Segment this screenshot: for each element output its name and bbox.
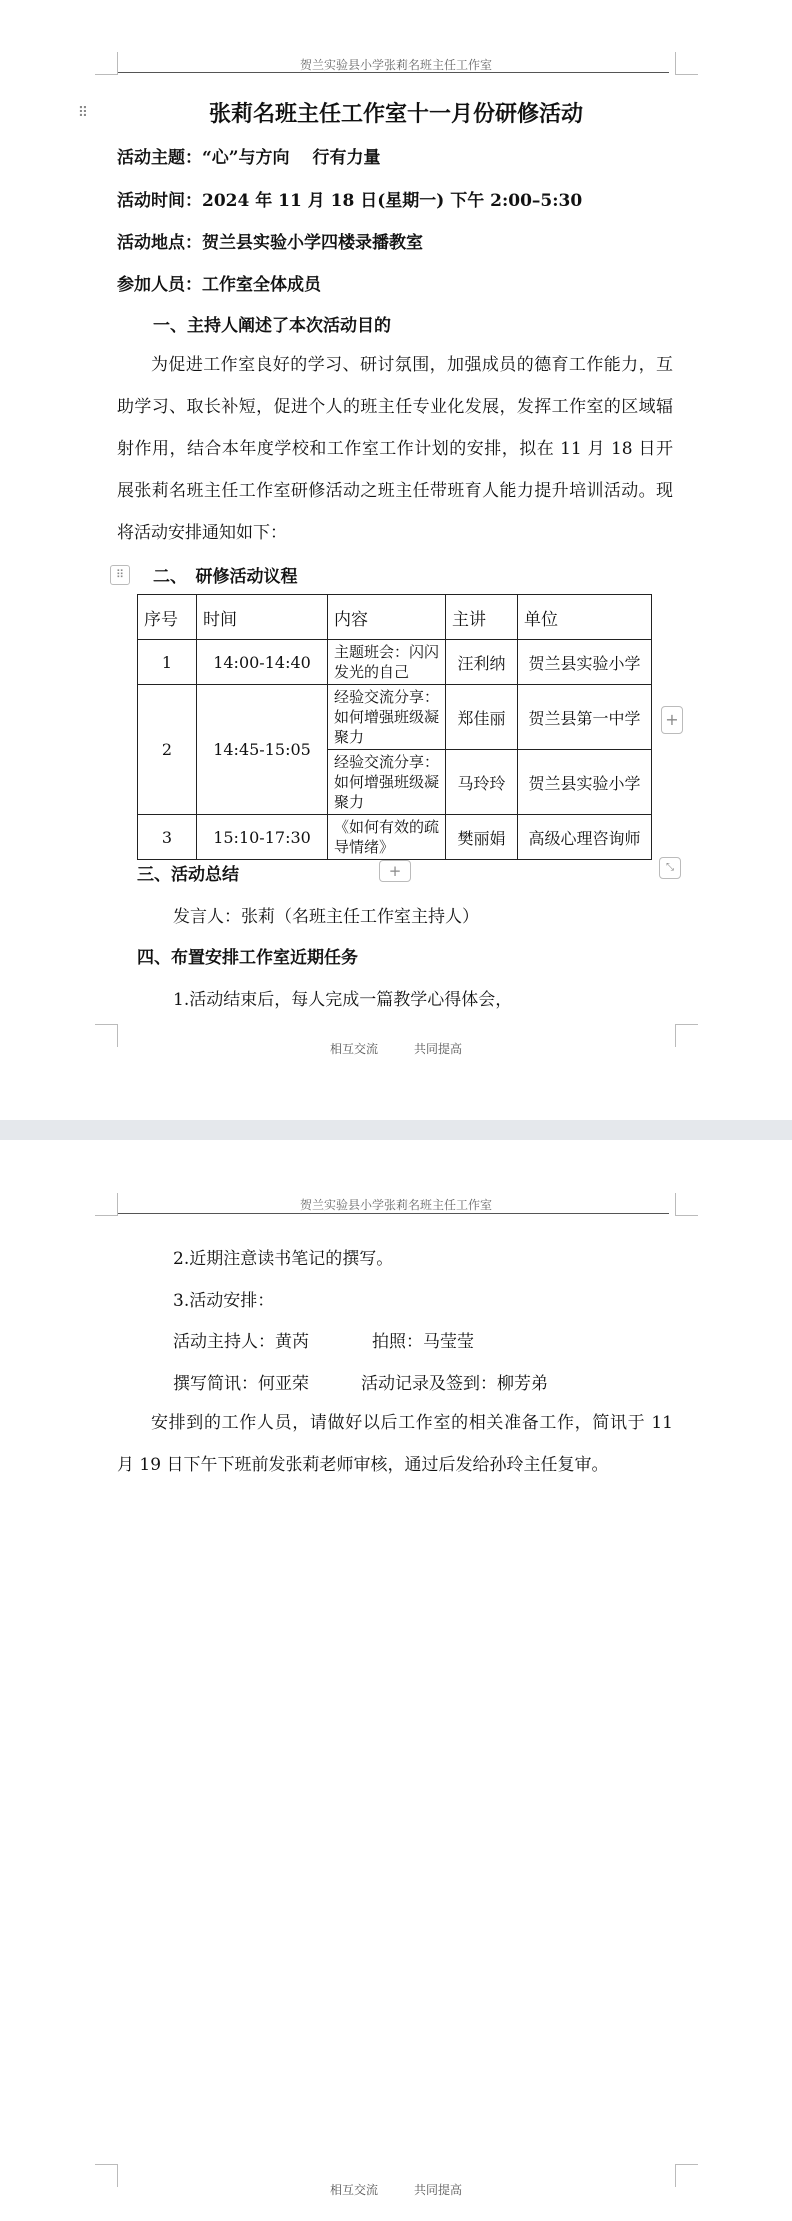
table-header-cell: 单位 (518, 595, 652, 640)
speaker-line: 发言人：张莉（名班主任工作室主持人） (173, 907, 479, 927)
purpose-paragraph: 为促进工作室良好的学习、研讨氛围，加强成员的德育工作能力，互助学习、取长补短，促进个人的班主任专业化发展，发挥工作室的区域辐射作用，结合本年度学校和工作室工作计划的安排，拟在 11 月 18 日开展张莉名班主任工作室研修活动之班主任带班育人能力提升培训活动。现将活动安排通知如下： (117, 355, 673, 543)
row-time: 15:10-17:30 (197, 815, 328, 860)
activity-time: 活动时间：2024 年 11 月 18 日(星期一) 下午 2:00–5:30 (117, 191, 583, 211)
table-row (138, 640, 652, 685)
row-content: 《如何有效的疏导情绪》 (328, 815, 446, 860)
footer-right-text: 共同提高 (414, 2183, 463, 2197)
page-header: 贺兰实验县小学张莉名班主任工作室 (299, 1198, 492, 1212)
closing-paragraph: 安排到的工作人员，请做好以后工作室的相关准备工作，简讯于 11 月 19 日下午下班前发张莉老师审核，通过后发给孙玲主任复审。 (117, 1413, 673, 1475)
drag-handle-icon[interactable]: ⠿ (74, 104, 92, 122)
section-4-heading: 四、布置安排工作室近期任务 (137, 948, 358, 968)
add-column-icon[interactable]: + (661, 706, 683, 734)
row-unit: 贺兰县实验小学 (518, 640, 652, 685)
margin-corner-top-right (675, 1193, 698, 1216)
margin-corner-top-left (95, 52, 118, 75)
row-content: 经验交流分享：如何增强班级凝聚力 (328, 750, 446, 815)
footer-left-text: 相互交流 (329, 1042, 378, 1056)
table-header-row (138, 595, 652, 640)
record-assignment: 活动记录及签到：柳芳弟 (361, 1374, 548, 1394)
row-unit: 贺兰县实验小学 (518, 750, 652, 815)
host-assignment: 活动主持人：黄芮 (173, 1332, 309, 1352)
section-3-heading: 三、活动总结 (137, 865, 239, 885)
document-title: 张莉名班主任工作室十一月份研修活动 (208, 101, 583, 127)
activity-participants: 参加人员：工作室全体成员 (117, 275, 321, 295)
row-unit: 贺兰县第一中学 (518, 685, 652, 750)
table-header-cell: 内容 (328, 595, 446, 640)
row-unit: 高级心理咨询师 (518, 815, 652, 860)
row-time: 14:00-14:40 (197, 640, 328, 685)
footer-left-text: 相互交流 (329, 2183, 378, 2197)
row-number: 2 (138, 685, 197, 815)
row-content: 经验交流分享：如何增强班级凝聚力 (328, 685, 446, 750)
margin-corner-top-right (675, 52, 698, 75)
document-page-2 (0, 1140, 792, 2221)
table-drag-handle-icon[interactable]: ⠿ (110, 565, 130, 585)
row-speaker: 樊丽娟 (446, 815, 518, 860)
add-row-icon[interactable]: + (379, 860, 411, 882)
section-1-heading: 一、主持人阐述了本次活动目的 (153, 316, 391, 336)
row-number: 3 (138, 815, 197, 860)
writer-assignment: 撰写简讯：何亚荣 (173, 1374, 309, 1394)
row-speaker: 郑佳丽 (446, 685, 518, 750)
row-number: 1 (138, 640, 197, 685)
page-footer (0, 1040, 792, 1057)
activity-theme: 活动主题：“心”与方向 行有力量 (117, 148, 381, 168)
table-row (138, 685, 652, 750)
row-speaker: 马玲玲 (446, 750, 518, 815)
header-rule (117, 1213, 669, 1214)
agenda-table (137, 594, 652, 860)
task-3: 3.活动安排： (173, 1291, 275, 1311)
footer-right-text: 共同提高 (414, 1042, 463, 1056)
table-header-cell: 主讲 (446, 595, 518, 640)
table-resize-icon[interactable]: ⤡ (659, 857, 681, 879)
page-header: 贺兰实验县小学张莉名班主任工作室 (299, 58, 492, 72)
row-time: 14:45-15:05 (197, 685, 328, 815)
table-row (138, 815, 652, 860)
activity-place: 活动地点：贺兰县实验小学四楼录播教室 (117, 233, 423, 253)
table-header-cell: 时间 (197, 595, 328, 640)
task-2: 2.近期注意读书笔记的撰写。 (173, 1249, 394, 1269)
header-rule (117, 72, 669, 73)
page-footer (0, 2181, 792, 2198)
section-2-heading: 二、 研修活动议程 (153, 567, 298, 587)
table-header-cell: 序号 (138, 595, 197, 640)
task-1: 1.活动结束后，每人完成一篇教学心得体会， (173, 990, 513, 1010)
margin-corner-top-left (95, 1193, 118, 1216)
photo-assignment: 拍照：马莹莹 (372, 1332, 474, 1352)
row-content: 主题班会：闪闪发光的自己 (328, 640, 446, 685)
row-speaker: 汪利纳 (446, 640, 518, 685)
